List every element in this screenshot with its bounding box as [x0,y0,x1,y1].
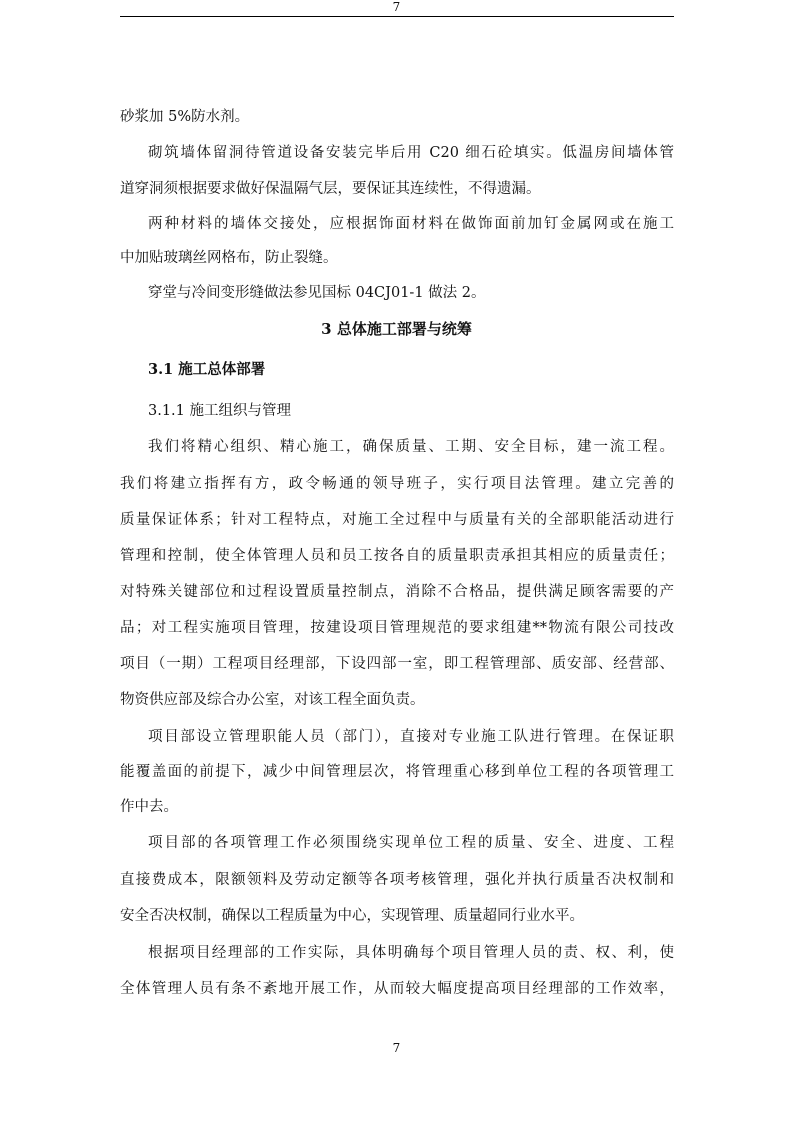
page-number-header: 7 [392,0,401,14]
body-line: 两种材料的墙体交接处，应根据饰面材料在做饰面前加钉金属网或在施工 [148,216,674,232]
body-line: 项目部的各项管理工作必须围绕实现单位工程的质量、安全、进度、工程 [148,835,674,851]
page-number-footer: 7 [392,1041,401,1055]
body-line: 砌筑墙体留洞待管道设备安装完毕后用 C20 细石砼填实。低温房间墙体管 [148,145,674,161]
body-line: 全体管理人员有条不紊地开展工作，从而较大幅度提高项目经理部的工作效率， [120,981,674,997]
body-line: 管理和控制，使全体管理人员和员工按各自的质量职责承担其相应的质量责任； [120,548,674,564]
header-divider [120,16,674,17]
body-line: 能覆盖面的前提下，减少中间管理层次，将管理重心移到单位工程的各项管理工 [120,764,674,780]
body-line: 道穿洞须根据要求做好保温隔气层，要保证其连续性，不得遗漏。 [120,181,541,197]
section-heading: 3 总体施工部署与统筹 [321,320,472,338]
body-line: 品；对工程实施项目管理，按建设项目管理规范的要求组建**物流有限公司技改 [120,620,674,636]
body-line: 安全否决权制，确保以工程质量为中心，实现管理、质量超同行业水平。 [120,908,584,924]
body-line: 项目部设立管理职能人员（部门），直接对专业施工队进行管理。在保证职 [148,729,674,745]
body-line: 穿堂与冷间变形缝做法参见国标 04CJ01-1 做法 2。 [148,285,486,301]
body-line: 根据项目经理部的工作实际，具体明确每个项目管理人员的责、权、利，使 [148,945,674,961]
body-line: 我们将建立指挥有方，政令畅通的领导班子，实行项目法管理。建立完善的 [120,476,674,492]
subsubsection-heading: 3.1.1 施工组织与管理 [148,403,292,419]
subsection-heading: 3.1 施工总体部署 [148,361,266,378]
body-line: 我们将精心组织、精心施工，确保质量、工期、安全目标，建一流工程。 [148,439,674,455]
body-line: 项目（一期）工程项目经理部，下设四部一室，即工程管理部、质安部、经营部、 [120,656,674,672]
body-line: 砂浆加 5%防水剂。 [120,109,250,125]
body-line: 中加贴玻璃丝网格布，防止裂缝。 [120,250,338,266]
body-line: 对特殊关键部位和过程设置质量控制点，消除不合格品，提供满足顾客需要的产 [120,584,674,600]
body-line: 作中去。 [120,799,178,815]
body-line: 物资供应部及综合办公室，对该工程全面负责。 [120,692,425,708]
body-line: 直接费成本，限额领料及劳动定额等各项考核管理，强化并执行质量否决权制和 [120,872,674,888]
body-line: 质量保证体系；针对工程特点，对施工全过程中与质量有关的全部职能活动进行 [120,512,674,528]
